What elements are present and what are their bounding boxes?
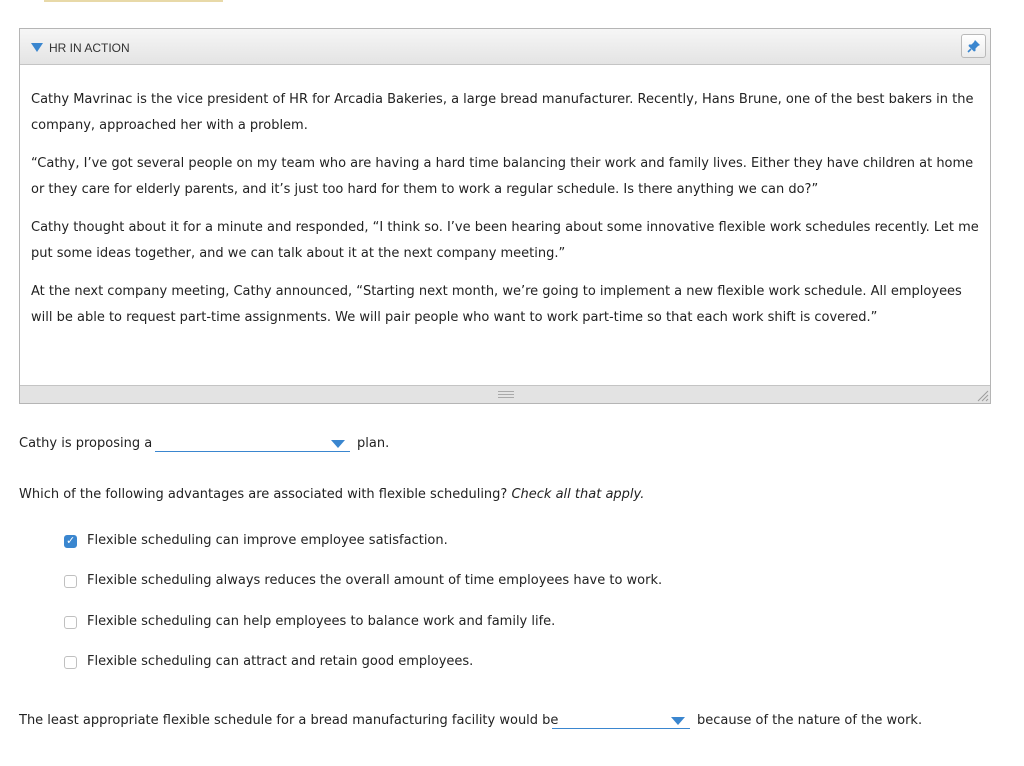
q2-instruction: Check all that apply. (511, 487, 645, 502)
chevron-down-icon (331, 440, 345, 448)
q1-suffix: plan. (357, 436, 390, 451)
pin-icon (967, 39, 981, 53)
hr-in-action-panel (19, 28, 991, 404)
panel-body (20, 65, 990, 387)
resize-grip-icon[interactable] (975, 388, 989, 402)
top-tab-strip (44, 0, 223, 2)
q3-prefix: The least appropriate flexible schedule for a bread manufacturing facility would be (19, 713, 559, 728)
option-checkbox[interactable] (64, 656, 77, 669)
option-label[interactable]: Flexible scheduling always reduces the overall amount of time employees have to work. (87, 573, 663, 588)
option-checkbox[interactable] (64, 616, 77, 629)
collapse-triangle-icon[interactable] (31, 43, 43, 52)
story-paragraph: Cathy Mavrinac is the vice president of HR for Arcadia Bakeries, a large bread manufacturer. Recently, Hans Brune, one of the best bakers in the company, approached her with a problem. (31, 92, 974, 133)
option-checkbox[interactable] (64, 575, 77, 588)
drag-handle-icon[interactable] (498, 391, 514, 398)
story-paragraph: At the next company meeting, Cathy announced, “Starting next month, we’re going to implement a new flexible work schedule. All employees will be able to request part-time assignments. We will pair people who want to work part-time so that each work shift is covered.” (31, 284, 962, 325)
panel-footer (20, 385, 990, 403)
option-label[interactable]: Flexible scheduling can improve employee satisfaction. (87, 533, 448, 548)
option-label[interactable]: Flexible scheduling can attract and retain good employees. (87, 654, 474, 669)
q3-suffix: because of the nature of the work. (697, 713, 923, 728)
pin-button[interactable] (961, 34, 986, 58)
story-paragraph: Cathy thought about it for a minute and responded, “I think so. I’ve been hearing about some innovative flexible work schedules recently. Let me put some ideas together, and we can talk about it at the next company meeting.” (31, 220, 979, 261)
q1-prefix: Cathy is proposing a (19, 436, 153, 451)
story-paragraph: “Cathy, I’ve got several people on my team who are having a hard time balancing their work and family lives. Either they have children at home or they care for elderly parents, and it’s just too hard for them to work a regular schedule. Is there anything we can do?” (31, 156, 974, 197)
panel-title: HR IN ACTION (49, 41, 130, 55)
panel-header[interactable] (20, 29, 990, 65)
q2-prompt-line (19, 487, 644, 502)
chevron-down-icon (671, 717, 685, 725)
q2-prompt: Which of the following advantages are associated with flexible scheduling? (19, 487, 508, 502)
q3-dropdown[interactable] (552, 714, 690, 729)
option-label[interactable]: Flexible scheduling can help employees to balance work and family life. (87, 614, 556, 629)
option-checkbox-checked[interactable] (64, 535, 77, 548)
q1-dropdown[interactable] (155, 437, 350, 452)
